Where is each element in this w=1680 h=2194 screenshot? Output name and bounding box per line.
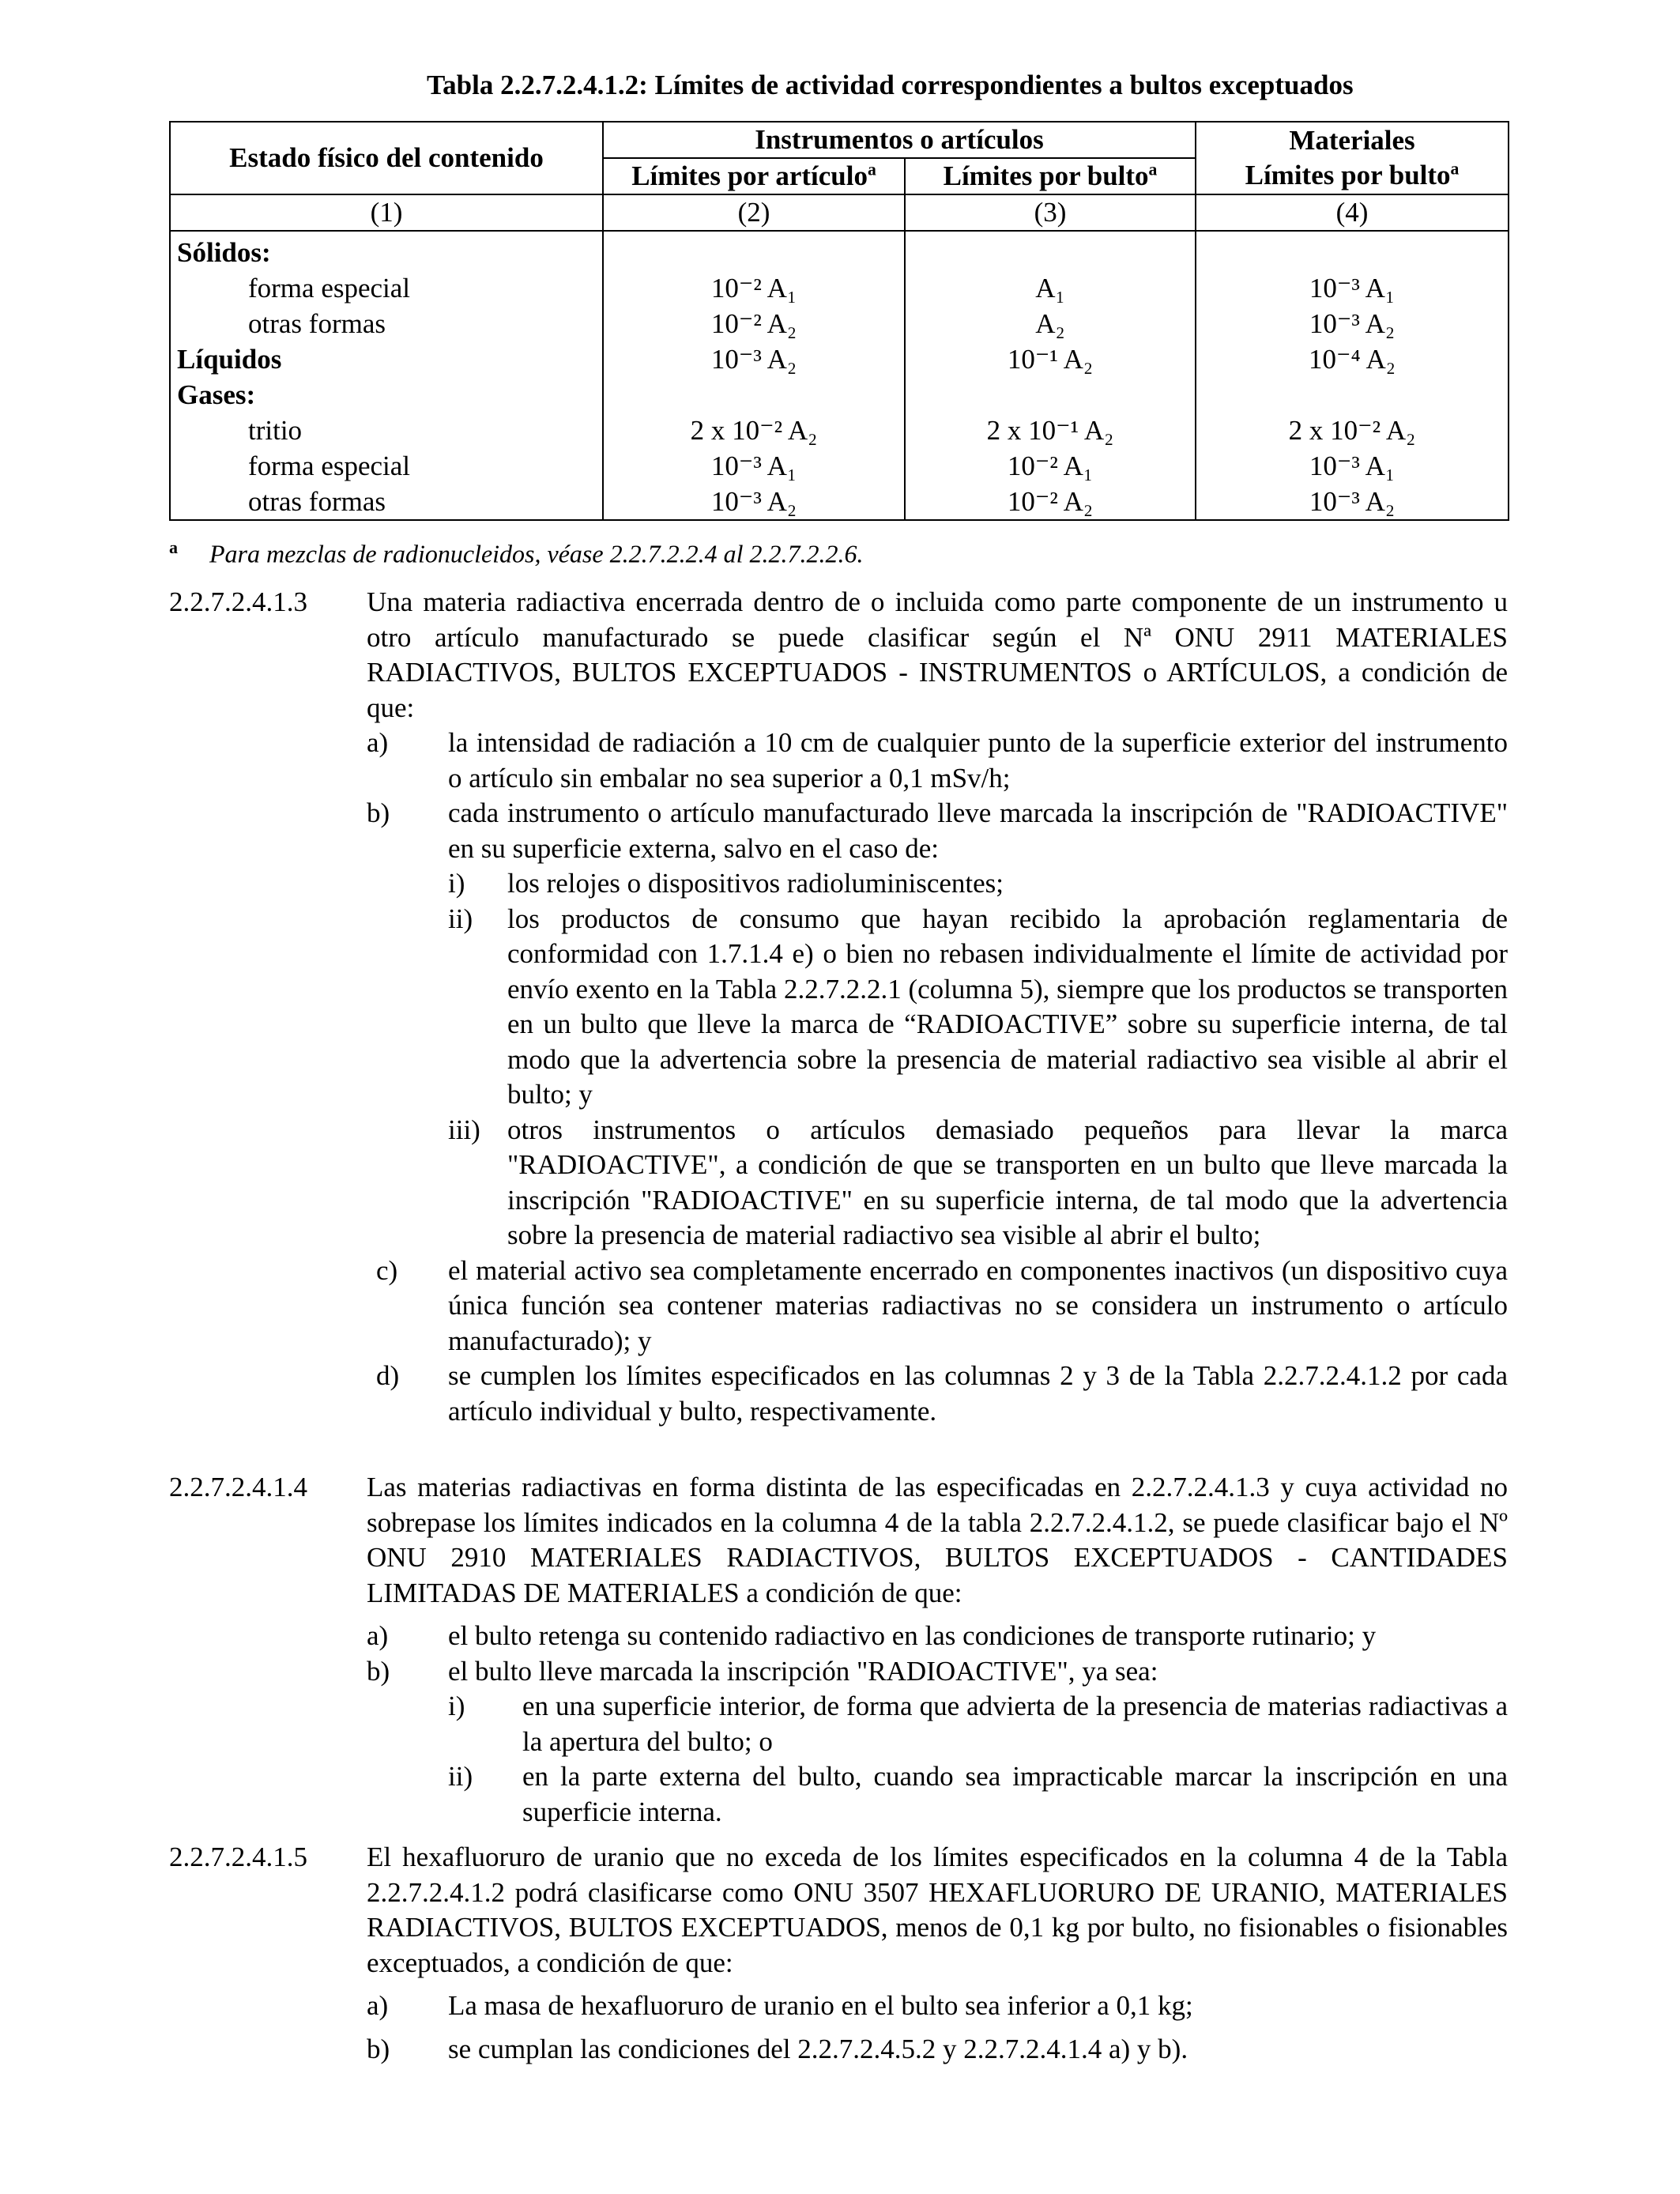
cell-value: 10⁻³ A₁ xyxy=(710,450,797,481)
cell-value: 2 x 10⁻¹ A₂ xyxy=(986,415,1114,446)
row-label: forma especial xyxy=(248,450,411,481)
header-instruments-group: Instrumentos o artículos xyxy=(603,122,1196,158)
col-number-1: (1) xyxy=(170,194,603,231)
cell-value xyxy=(1203,235,1501,270)
paragraph-number: 2.2.7.2.4.1.3 xyxy=(169,586,307,617)
state-column xyxy=(170,231,603,520)
cell-value: A₁ xyxy=(1035,273,1065,303)
cell-value xyxy=(610,377,898,413)
header-materials-top: Materiales xyxy=(1289,125,1415,156)
paragraph-intro: El hexafluoruro de uranio que no exceda de los límites especificados en la columna 4 de la Tabla 2.2.7.2.4.1.2 podrá clasificarse como ONU 3507 HEXAFLUORURO DE URANIO, MATERIALES RADIACTIVOS, BULTOS EXCEPTUADOS, menos de 0,1 kg por bulto, no fisionables o fisionables exceptuados, a condición de que: xyxy=(367,1842,1508,1978)
cell-value: 10⁻² A₁ xyxy=(1007,450,1094,481)
cell-value xyxy=(1203,377,1501,413)
row-label: tritio xyxy=(248,415,303,446)
cell-value xyxy=(912,377,1188,413)
list-item: a) la intensidad de radiación a 10 cm de cualquier punto de la superficie exterior del instrumento o artículo sin embalar no sea superior a 0,1 mSv/h; xyxy=(367,727,1508,794)
row-label: Gases: xyxy=(177,379,256,410)
col-number-3: (3) xyxy=(905,194,1196,231)
row-label: forma especial xyxy=(248,273,411,303)
table-title: Tabla 2.2.7.2.4.1.2: Límites de actividad correspondientes a bultos exceptuados xyxy=(427,70,1354,100)
cell-value: 10⁻³ A₂ xyxy=(1309,308,1396,339)
list-item: b) se cumplan las condiciones del 2.2.7.2.4.5.2 y 2.2.7.2.4.1.4 a) y b). xyxy=(367,2033,1188,2064)
cell-value: 10⁻³ A₁ xyxy=(1309,450,1396,481)
header-limit-per-article: Límites por artículo$^a$ xyxy=(603,158,905,194)
cell-value: 10⁻² A₂ xyxy=(1007,486,1094,517)
paragraph-intro: Una materia radiactiva encerrada dentro de o incluida como parte componente de un instrumento u otro artículo manufacturado se puede clasificar según el Nª ONU 2911 MATERIALES RADIACTIVOS, BULTOS EXCEPTUADOS - INSTRUMENTOS o ARTÍCULOS, a condición de que: xyxy=(367,586,1508,723)
cell-value: 10⁻¹ A₂ xyxy=(1007,344,1094,375)
col-number-2: (2) xyxy=(603,194,905,231)
header-materials-limit: Límites por bulto$^a$ xyxy=(1245,159,1460,190)
list-item: d) se cumplen los límites especificados en las columnas 2 y 3 de la Tabla 2.2.7.2.4.1.2 por cada artículo individual y bulto, respectivamente. xyxy=(376,1360,1508,1427)
header-limit-per-package: Límites por bulto$^a$ xyxy=(905,158,1196,194)
materials-limit-column xyxy=(1196,231,1509,520)
cell-value: 10⁻³ A₁ xyxy=(1309,273,1396,303)
cell-value: 10⁻⁴ A₂ xyxy=(1309,344,1396,375)
paragraph-2-2-7-2-4-1-5 xyxy=(169,1840,1508,2067)
sub-list-item: i) los relojes o dispositivos radioluminiscentes; xyxy=(448,868,1004,899)
list-item: a) La masa de hexafluoruro de uranio en el bulto sea inferior a 0,1 kg; xyxy=(367,1990,1193,2021)
package-limit-column xyxy=(905,231,1196,520)
paragraph-number: 2.2.7.2.4.1.4 xyxy=(169,1472,307,1502)
cell-value: 10⁻³ A₂ xyxy=(1309,486,1396,517)
paragraph-2-2-7-2-4-1-3 xyxy=(169,585,1508,1429)
row-label: Líquidos xyxy=(177,344,282,375)
article-limit-column xyxy=(603,231,905,520)
list-item: a) el bulto retenga su contenido radiactivo en las condiciones de transporte rutinario; y xyxy=(367,1620,1377,1651)
paragraph-intro: Las materias radiactivas en forma distinta de las especificadas en 2.2.7.2.4.1.3 y cuya actividad no sobrepase los límites indicados en la columna 4 de la tabla 2.2.7.2.4.1.2, se puede clasificar bajo el Nº ONU 2910 MATERIALES RADIACTIVOS, BULTOS EXCEPTUADOS - CANTIDADES LIMITADAS DE MATERIALES a condición de que: xyxy=(367,1472,1508,1608)
cell-value: 10⁻² A₁ xyxy=(710,273,797,303)
row-label: Sólidos: xyxy=(177,237,271,268)
header-physical-state: Estado físico del contenido xyxy=(170,122,603,194)
list-item: b) cada instrumento o artículo manufacturado lleve marcada la inscripción de "RADIOACTIVE" en su superficie externa, salvo en el caso de: xyxy=(367,797,1508,864)
row-label: otras formas xyxy=(248,486,386,517)
row-label: otras formas xyxy=(248,308,386,339)
sub-list-item: ii) los productos de consumo que hayan recibido la aprobación reglamentaria de conformidad con 1.7.1.4 e) o bien no rebasen individualmente el límite de actividad por envío exento en la Tabla 2.2.7.2.2.1 (columna 5), siempre que los productos se transporten en un bulto que lleve la marca de “RADIOACTIVE” sobre su superficie interna, de tal modo que la advertencia sobre la presencia de material radiactivo sea visible al abrir el bulto; y xyxy=(448,903,1508,1110)
cell-value: 10⁻³ A₂ xyxy=(710,344,797,375)
sub-list-item: i) en una superficie interior, de forma que advierta de la presencia de materias radiactivas a la apertura del bulto; o xyxy=(448,1691,1508,1757)
cell-value: 2 x 10⁻² A₂ xyxy=(1288,415,1416,446)
cell-value: 10⁻³ A₂ xyxy=(710,486,797,517)
paragraph-2-2-7-2-4-1-4 xyxy=(169,1470,1508,1830)
paragraph-number: 2.2.7.2.4.1.5 xyxy=(169,1842,307,1872)
sub-list-item: ii) en la parte externa del bulto, cuando sea impracticable marcar la inscripción en una superficie interna. xyxy=(448,1761,1508,1827)
cell-value: 2 x 10⁻² A₂ xyxy=(690,415,818,446)
list-item: b) el bulto lleve marcada la inscripción "RADIOACTIVE", ya sea: xyxy=(367,1655,1158,1687)
col-number-4: (4) xyxy=(1196,194,1509,231)
cell-value: 10⁻² A₂ xyxy=(710,308,797,339)
activity-limits-table xyxy=(169,121,1509,521)
cell-value xyxy=(610,235,898,270)
table-footnote xyxy=(169,537,863,569)
cell-value: A₂ xyxy=(1035,308,1065,339)
footnote-text: Para mezclas de radionucleidos, véase 2.2.7.2.2.4 al 2.2.7.2.2.6. xyxy=(209,539,864,568)
header-materials xyxy=(1196,122,1509,194)
sub-list-item: iii) otros instrumentos o artículos demasiado pequeños para llevar la marca "RADIOACTIVE", a condición de que se transporten en un bulto que lleve marcada la inscripción "RADIOACTIVE" en su superficie interna, de tal modo que la advertencia sobre la presencia de material radiactivo sea visible al abrir el bulto; xyxy=(448,1114,1508,1250)
list-item: c) el material activo sea completamente encerrado en componentes inactivos (un dispositivo cuya única función sea contener materias radiactivas no se considera un instrumento o artículo manufacturado); y xyxy=(376,1254,1508,1356)
cell-value xyxy=(912,235,1188,270)
footnote-marker: a xyxy=(169,537,178,557)
